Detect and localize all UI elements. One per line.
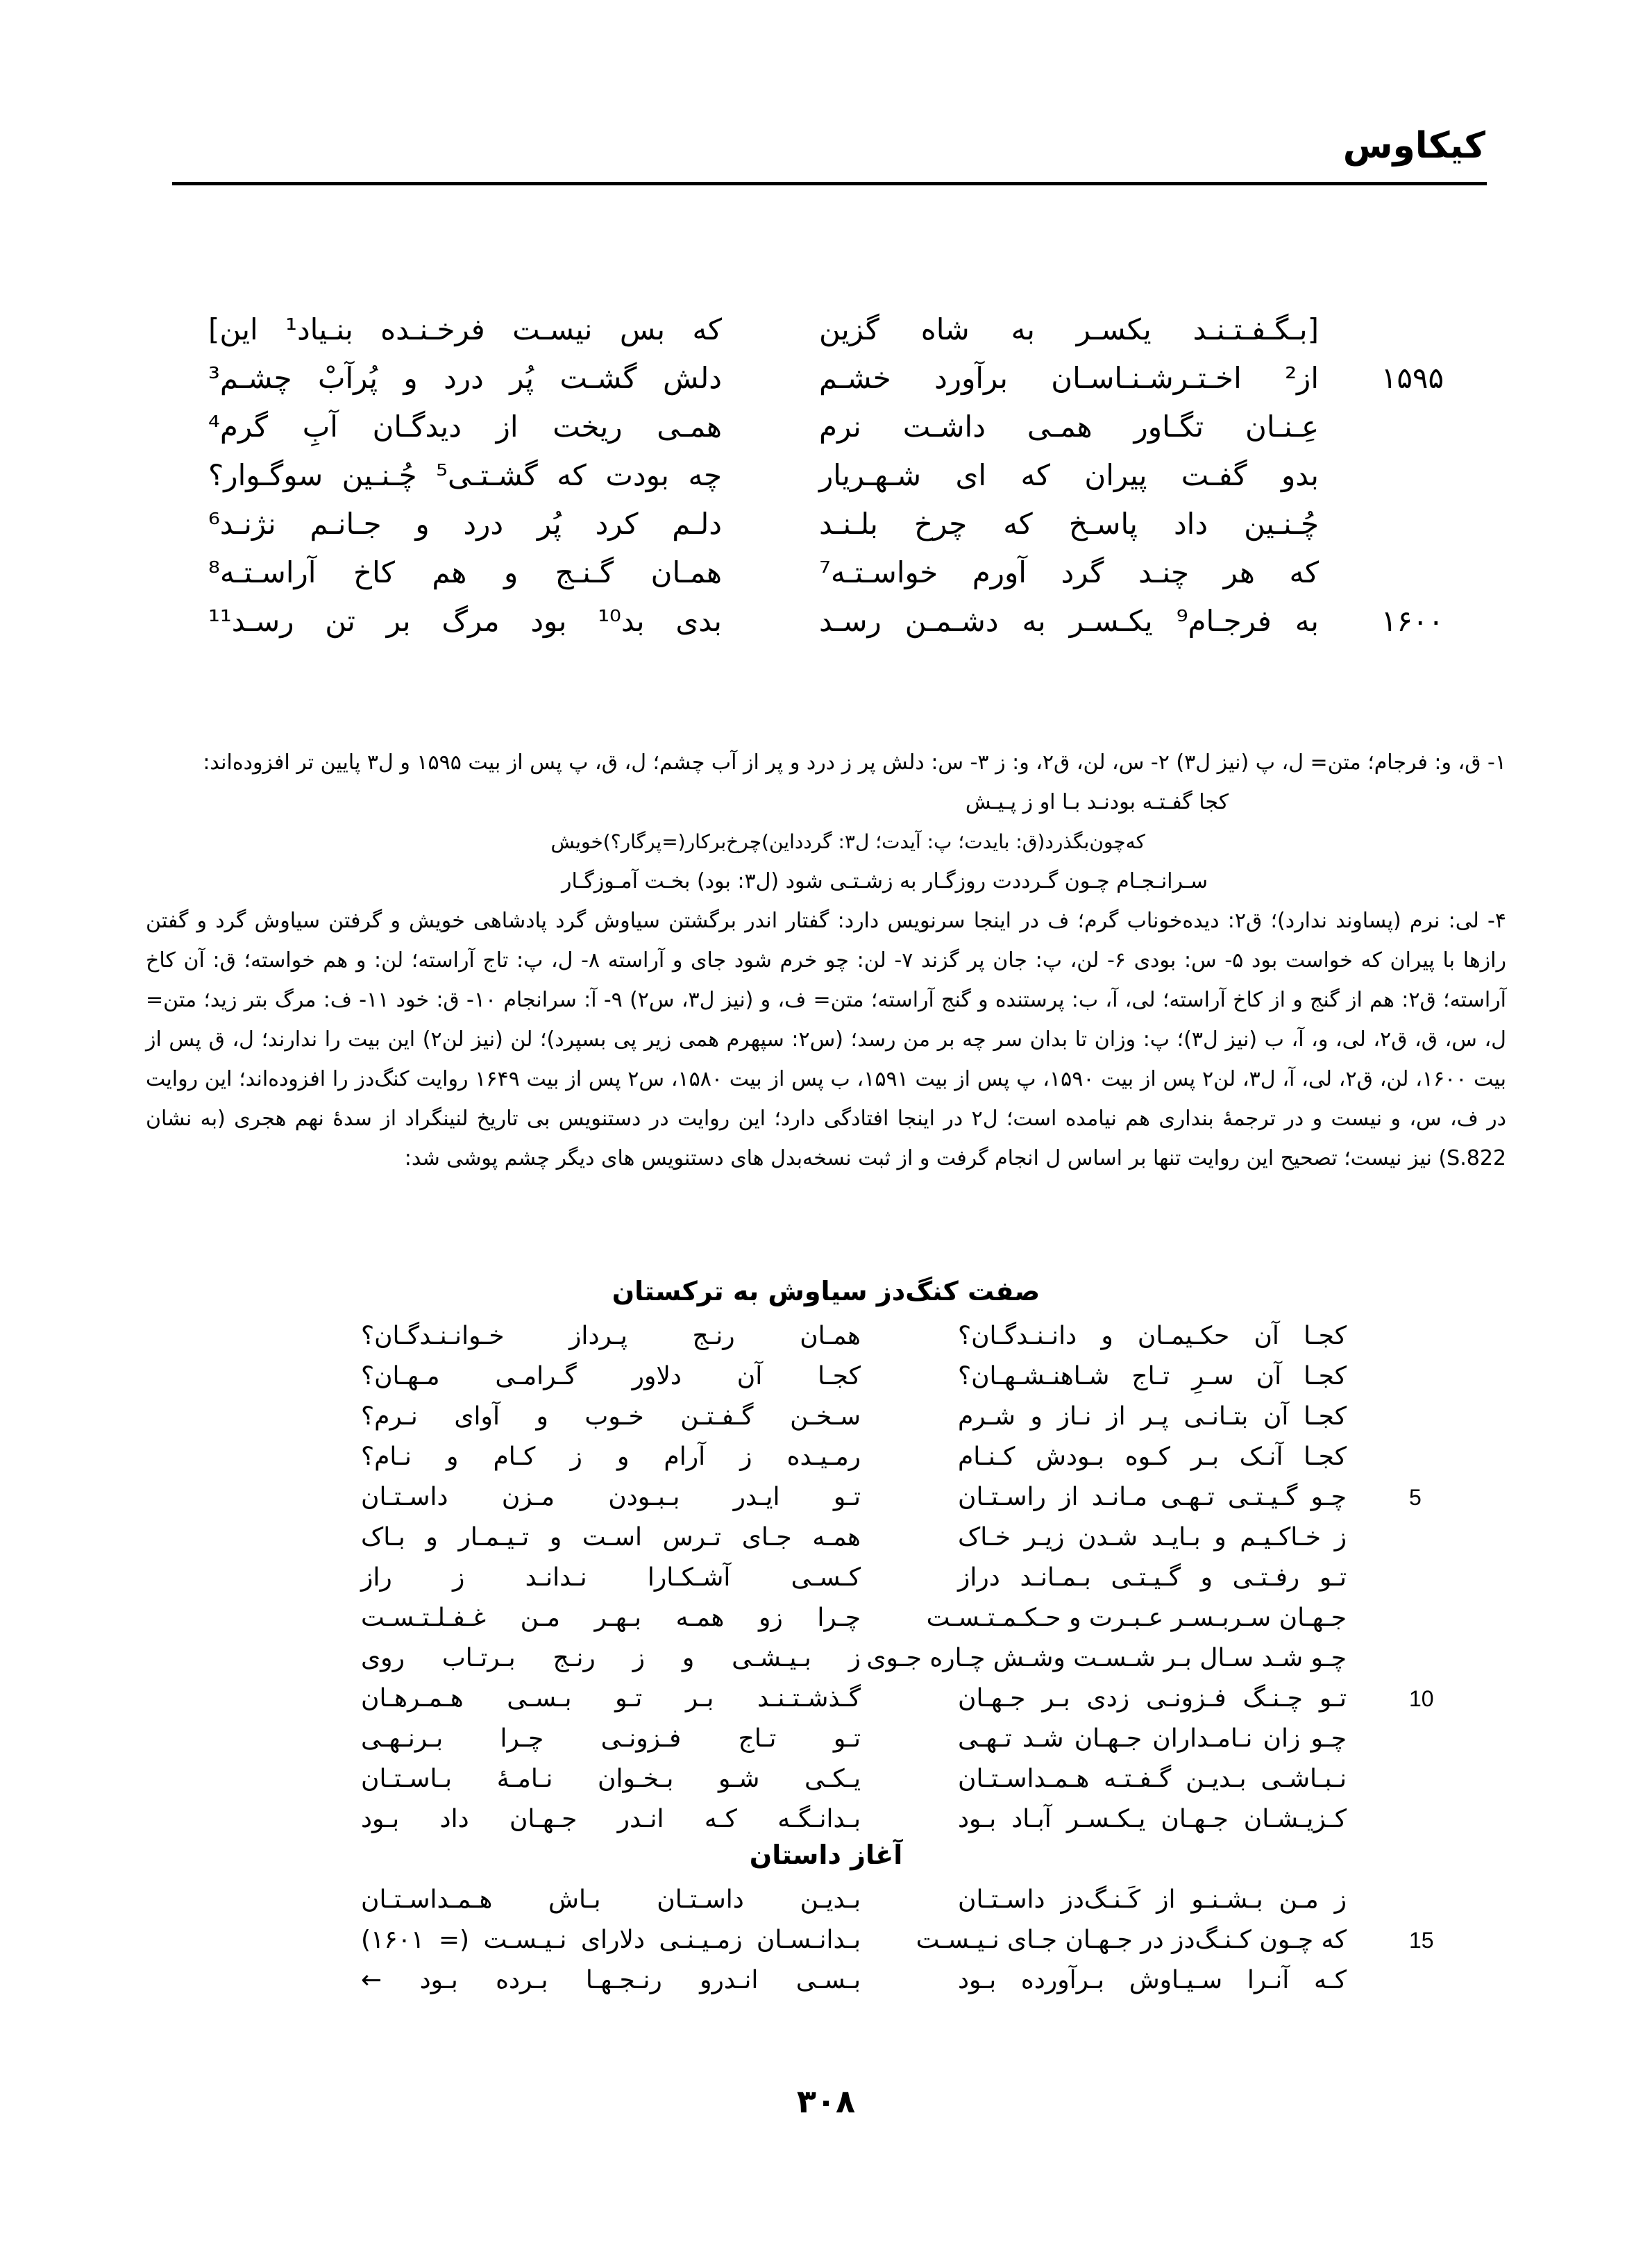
verse-row bbox=[194, 500, 1444, 548]
verse-row bbox=[194, 305, 1444, 354]
hemistich-second: همـی ریخت از دیدگـان آبِ گرم⁴ bbox=[208, 410, 722, 444]
hemistich-second: همـان رنـج پـرداز خـوانـنـدگـان؟ bbox=[361, 1322, 861, 1350]
hemistich-second: که بس نیسـت فرخـنـده بنـیاد¹ این] bbox=[208, 312, 722, 346]
section-title: صفت کنگ‌دز سیاوش به ترکستان bbox=[612, 1276, 1040, 1306]
poem-row bbox=[0, 1437, 1652, 1477]
hemistich-first: که هر چنـد گرد آورم خواسـتـه⁷ bbox=[819, 555, 1319, 589]
hemistich-first: کـه آنـرا سـیـاوش بـرآورده بـود bbox=[958, 1966, 1347, 1994]
hemistich-second: یـکـی شـو بـخـوان نـامـهٔ بـاسـتـان bbox=[361, 1765, 861, 1793]
poem-row bbox=[0, 1960, 1652, 2001]
poem-row bbox=[0, 1517, 1652, 1558]
hemistich-first: عِـنـان تگـاور همـی داشـت نرم bbox=[819, 410, 1319, 444]
footnote-verse: سـرانـجـام چـون گـرددت روزگـار به زشـتـی شود (ل۳: بود) بخـت آمـوزگـار bbox=[562, 869, 1208, 893]
poem-row bbox=[0, 1679, 1652, 1719]
footnote-paragraph: ۱- ق، و: فرجام؛ متن= ل، پ (نیز ل۳) ۲- س، لن، ق۲، و: ز ۳- س: دلش پر ز درد و پر از آب چشم؛ ل، ق، پ پس از بیت ۱۵۹۵ و ل۳ پایین تر افزوده‌اند: bbox=[203, 750, 1506, 775]
hemistich-first: [بـگـفـتـنـد یکسـر به شاه گزین bbox=[819, 312, 1319, 346]
poem-row bbox=[0, 1558, 1652, 1598]
hemistich-second: همـان گـنـج و هم کاخ آراسـتـه⁸ bbox=[208, 555, 722, 589]
verse-row bbox=[194, 403, 1444, 451]
hemistich-second: سـخـن گـفـتـن خـوب و آوای نـرم؟ bbox=[361, 1402, 861, 1431]
hemistich-first: کجـا آن بتـانـی پـر از نـاز و شـرم bbox=[958, 1402, 1347, 1431]
verse-row bbox=[194, 597, 1444, 646]
poem-row bbox=[0, 1759, 1652, 1799]
hemistich-second: چه بودت که گشـتـی⁵ چُـنـین سوگـوار؟ bbox=[208, 458, 722, 492]
poem-row bbox=[0, 1477, 1652, 1517]
poem-row bbox=[0, 1397, 1652, 1437]
poem-row bbox=[0, 1356, 1652, 1397]
line-number: 15 bbox=[1409, 1928, 1434, 1953]
hemistich-second: گـذشـتـنـد بـر تـو بـسـی هـمـرهـان bbox=[361, 1684, 861, 1713]
hemistich-first: نـبـاشـی بـدیـن گـفـتـه هـمـداسـتـان bbox=[958, 1765, 1347, 1793]
poem-row bbox=[0, 1880, 1652, 1920]
hemistich-second: بـدانـسـان زمـیـنـی دلارای نـیـسـت (= ۱۶۰۱) bbox=[361, 1926, 861, 1954]
line-number: 10 bbox=[1409, 1686, 1434, 1711]
running-header-title: کیکاوس bbox=[1342, 125, 1485, 167]
hemistich-second: ز بـیـشـی و ز رنـج بـرتـاب روی bbox=[361, 1644, 861, 1672]
footnote-verse: که‌چون‌بگذرد(ق: بایدت؛ پ: آیدت؛ ل۳: گرددا‌ین)چرخ‌برکار(=پرگار؟)خویش bbox=[550, 830, 1145, 853]
verse-row bbox=[194, 548, 1444, 597]
verse-number: ۱۵۹۵ bbox=[1381, 361, 1444, 395]
hemistich-first: که چـون کـنـگ‌دز در جـهـان جـای نـیـسـت bbox=[916, 1926, 1347, 1954]
hemistich-second: تـو ایـدر بـبـودن مـزن داسـتـان bbox=[361, 1483, 861, 1511]
hemistich-second: کـسـی آشـکـارا نـدانـد ز راز bbox=[361, 1563, 861, 1592]
verse-number: ۱۶۰۰ bbox=[1381, 604, 1444, 638]
hemistich-second: دلـم کرد پُر درد و جـانـم نژنـد⁶ bbox=[208, 507, 722, 541]
verse-row bbox=[194, 354, 1444, 403]
hemistich-second: بـدیـن داسـتـان بـاش هـمـداسـتـان bbox=[361, 1885, 861, 1914]
hemistich-first: از² اخـتـرشـنـاسـان برآورد خشـم bbox=[819, 361, 1319, 395]
hemistich-first: جـهـان سـربـسـر عـبـرت و حـکـمـتـسـت bbox=[926, 1604, 1347, 1632]
hemistich-first: کجـا آن حکـیمـان و دانـنـدگـان؟ bbox=[958, 1322, 1347, 1350]
hemistich-first: چُـنـین داد پاسـخ که چرخ بلـنـد bbox=[819, 507, 1319, 541]
hemistich-second: بـدانـگـه کـه انـدر جـهـان داد بـود bbox=[361, 1805, 861, 1833]
hemistich-second: کجـا آن دلاور گـرامـی مـهـان؟ bbox=[361, 1362, 861, 1390]
hemistich-second: رمـیـده ز آرام و ز کـام و نـام؟ bbox=[361, 1443, 861, 1471]
section-title: آغاز داستان bbox=[749, 1840, 903, 1870]
hemistich-first: چـو شـد سـال بـر شـسـت وشـش چـاره جـوی bbox=[866, 1644, 1347, 1672]
poem-row bbox=[0, 1316, 1652, 1356]
page-number: ۳۰۸ bbox=[796, 2083, 856, 2120]
verse-row bbox=[194, 451, 1444, 500]
hemistich-first: کجـا آن سـرِ تـاج شـاهنـشـهـان؟ bbox=[958, 1362, 1347, 1390]
footnote-verse: کجا گفـتـه بودنـد بـا او ز پـیـش bbox=[965, 790, 1229, 814]
footnotes bbox=[146, 743, 1506, 1178]
hemistich-second: دلش گشـت پُر درد و پُرآبْ چشـم³ bbox=[208, 361, 722, 395]
hemistich-first: کجـا آنـک بـر کـوه بـودش کـنـام bbox=[958, 1443, 1347, 1471]
poem-row bbox=[0, 1799, 1652, 1840]
footnote-paragraph: ۴- لی: نرم (پساوند ندارد)؛ ق۲: دیده‌خوناب گرم؛ ف در اینجا سرنویس دارد: گفتار اندر برگشتن سیاوش گرد پادشاهی خویش و گرفتن سیاوش گرد و گفتن رازها با پیران که خواست بود ۵- س: بودی ۶- لن، پ: جان پر گزند ۷- لن: چو خرم شود جای و آراسته ۸- ل، پ: تاج آراسته؛ لن: و هم خواسته؛ ق: آن کاخ آراسته؛ ق۲: هم از گنج و از کاخ آراسته؛ لی، آ، ب: پرستنده و گنج آراسته؛ متن= ف، و (نیز ل۳، س۲) ۹- آ: سرانجام ۱۰- ق: خود ۱۱- ف: مرگ بتر زید؛ متن= ل، س، ق، ق۲، لی، و، آ، ب (نیز ل۳)؛ پ: وزان تا بدان سر چه بر من رسد؛ (س۲: سپهرم همی زیر پی بسپرد)؛ لن (نیز لن۲) این بیت را ندارند؛ ل، ق پس از بیت ۱۶۰۰، لن، ق۲، لی، آ، ل۳، لن۲ پس از بیت ۱۵۹۰، پ پس از بیت ۱۵۹۱، ب پس از بیت ۱۵۸۰، س۲ پس از بیت ۱۶۴۹ روایت کنگ‌دز را افزوده‌اند؛ این روایت در ف، س، و نیست و در ترجمهٔ بنداری هم نیامده است؛ ل۲ در اینجا افتادگی دارد؛ این روایت در دستنویس بی تاریخ لنینگراد از سدهٔ نهم هجری (به نشان S.822) نیز نیست؛ تصحیح این روایت تنها بر اساس ل انجام گرفت و از ثبت نسخه‌بدل های دستنویس های دیگر چشم پوشی شد: bbox=[146, 909, 1507, 1170]
hemistich-second: چـرا زو همـه بـهـر مـن غـفـلـتـسـت bbox=[361, 1604, 861, 1632]
hemistich-first: کـزیـشـان جـهـان یـکـسـر آبـاد بـود bbox=[958, 1805, 1347, 1833]
hemistich-first: بدو گفـت پیران که ای شـهـریار bbox=[819, 458, 1319, 492]
hemistich-second: بدی بد¹⁰ بود مرگ بر تن رسـد¹¹ bbox=[208, 604, 722, 638]
poem-row bbox=[0, 1920, 1652, 1960]
hemistich-first: چـو زان نـامـداران جـهـان شـد تـهـی bbox=[958, 1724, 1347, 1753]
hemistich-first: به فرجـام⁹ یکـسـر به دشـمـن رسـد bbox=[819, 604, 1319, 638]
hemistich-first: تـو چـنـگ فـزونـی زدی بـر جـهـان bbox=[958, 1684, 1347, 1713]
hemistich-first: تـو رفـتـی و گـیـتـی بـمـانـد دراز bbox=[958, 1563, 1347, 1592]
hemistich-second: تـو تـاج فـزونـی چـرا بـرنـهـی bbox=[361, 1724, 861, 1753]
hemistich-first: ز خـاکـیـم و بـایـد شـدن زیـر خـاک bbox=[958, 1523, 1347, 1552]
hemistich-second: همـه جـای تـرس اسـت و تـیـمـار و بـاک bbox=[361, 1523, 861, 1552]
hemistich-first: ز مـن بـشـنـو از کَـنـگ‌دز داسـتـان bbox=[958, 1885, 1347, 1914]
poem-row bbox=[0, 1638, 1652, 1679]
poem-row bbox=[0, 1719, 1652, 1759]
line-number: 5 bbox=[1409, 1485, 1422, 1510]
poem-row bbox=[0, 1598, 1652, 1638]
hemistich-second: بـسـی انـدرو رنـجـهـا بـرده بـود ← bbox=[361, 1966, 861, 1994]
header-rule bbox=[172, 182, 1487, 185]
hemistich-first: چـو گـیـتـی تـهـی مـانـد از راسـتـان bbox=[958, 1483, 1347, 1511]
